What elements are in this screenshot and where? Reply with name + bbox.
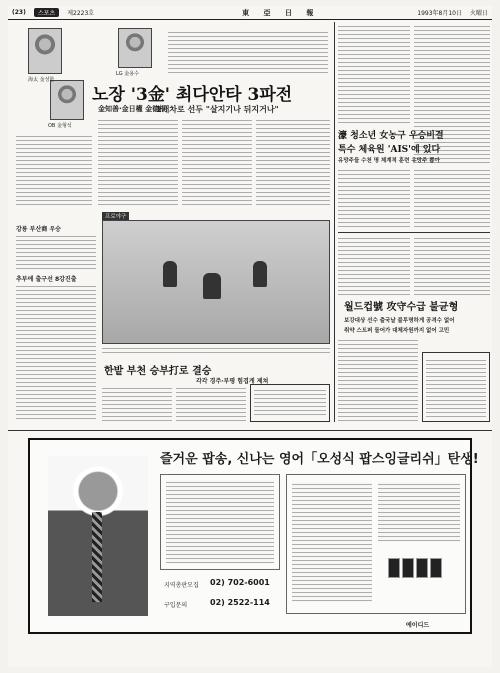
section-label: 스포츠 (34, 8, 59, 17)
right-subhead: 유망주들 수천 명 체계적 훈련 유망주 뽑아 (338, 158, 440, 164)
newspaper-page (8, 6, 492, 667)
player-figure-3 (253, 261, 267, 287)
right-headline-1: 濠 청소년 女농구 우승비결 (338, 131, 444, 141)
ad-left-text (166, 480, 274, 564)
player-figure-2 (203, 273, 221, 299)
lower-text-2 (176, 386, 246, 422)
left-text-a (16, 234, 96, 270)
right-info-text (426, 358, 486, 418)
issue-date: 1993年8月10日 (417, 10, 462, 17)
photo-caption-3: OB 金형석 (48, 123, 72, 129)
story-intro-text (168, 30, 328, 76)
page-number: (23) (12, 9, 26, 16)
left-text-b (16, 284, 96, 422)
main-deck: 1개차로 선두 "살지기나 뒤지거나" (156, 105, 279, 114)
ad-phone-2: 02) 2522-114 (210, 598, 270, 607)
right-sub-3a: 보강대상 선수 출국날 불투명하게 공격수 없어 (344, 318, 455, 324)
page-header (8, 6, 492, 20)
ad-cassette-2 (402, 558, 414, 578)
ad-title: 즐거운 팝송, 신나는 영어「오성식 팝스잉글리쉬」탄생! (160, 452, 479, 467)
lower-headline-2: 각각 경주·부평 힘겹게 제쳐 (196, 378, 269, 385)
photo-section-label: 프로야구 (102, 212, 129, 220)
lower-headline-1: 한밭 부천 승부打로 결승 (104, 366, 212, 377)
photo-caption-2: LG 金용수 (116, 71, 139, 77)
left-head-1: 강릉 부산商 우승 (16, 226, 61, 233)
right-rule (338, 232, 490, 233)
player-figure-1 (163, 261, 177, 287)
score-box-text (254, 388, 326, 418)
ad-branch-label: 구입문의 (164, 602, 188, 609)
ad-publisher: 에이디드 (406, 622, 430, 629)
ad-right-text-2 (378, 482, 460, 542)
story-col-2 (182, 118, 252, 208)
ad-tie-pattern (92, 512, 102, 602)
main-headline: 노장 '3金' 최다안타 3파전 (92, 85, 293, 105)
player-photo-1 (28, 28, 62, 74)
ad-divider (8, 430, 492, 431)
column-rule (334, 22, 335, 422)
right-text-5 (338, 236, 410, 296)
paper-name: 東 亞 日 報 (242, 7, 320, 17)
ad-phone-1: 02) 702-6001 (210, 578, 270, 587)
advertisement (28, 438, 479, 634)
ad-cassette-4 (430, 558, 442, 578)
right-text-1 (338, 24, 410, 124)
lower-text-1 (102, 386, 172, 422)
right-text-3 (338, 168, 410, 230)
right-headline-3: 월드컵號 攻守수급 불균형 (344, 302, 459, 313)
photo-caption-text (102, 346, 330, 356)
left-body-text (16, 134, 92, 208)
issue-number: 제2223호 (67, 10, 95, 17)
right-sub-3b: 취약 스트퍼 들어가 대체자원까지 없어 고민 (344, 328, 450, 334)
main-subhead: 金知善·金日權 金德根 (98, 105, 167, 113)
player-photo-2 (118, 28, 152, 68)
ad-cassette-1 (388, 558, 400, 578)
right-text-4 (414, 168, 490, 230)
ad-contact-label: 지역총판모집 (164, 582, 199, 589)
baseball-photo (102, 220, 330, 344)
ad-cassette-3 (416, 558, 428, 578)
ad-right-text-1 (292, 482, 372, 602)
right-text-7 (338, 338, 418, 422)
story-col-3 (256, 118, 330, 208)
right-headline-2: 특수 체육원 'AIS'에 있다 (338, 145, 441, 155)
issue-day: 火曜日 (469, 10, 488, 17)
player-photo-3 (50, 80, 84, 120)
right-text-6 (414, 236, 490, 296)
left-head-2: 추부에 출구선 8강진출 (16, 276, 77, 283)
story-col-1 (98, 118, 178, 208)
photo-caption-1: 海太 金성한 (28, 77, 55, 83)
